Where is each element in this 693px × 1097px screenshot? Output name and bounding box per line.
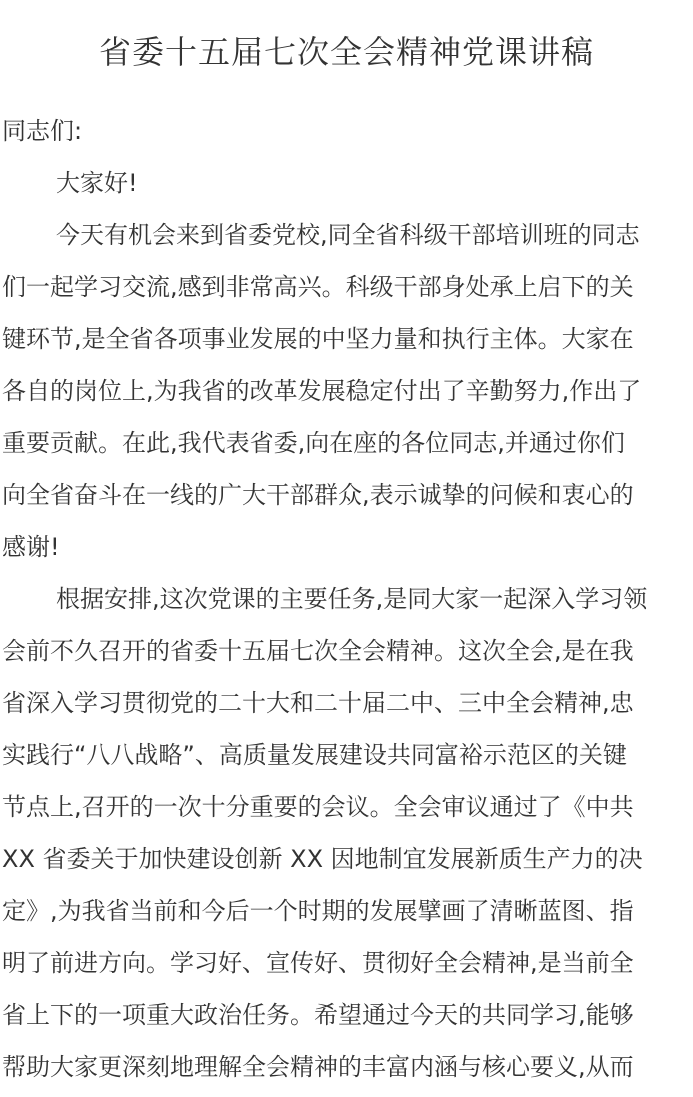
paragraph-line: 今天有机会来到省委党校,同全省科级干部培训班的同志 (56, 221, 640, 249)
salutation-line: 同志们: (2, 117, 83, 145)
paragraph-line: 向全省奋斗在一线的广大干部群众,表示诚挚的问候和衷心的 (2, 481, 634, 509)
paragraph-line: 各自的岗位上,为我省的改革发展稳定付出了辛勤努力,作出了 (2, 377, 642, 405)
greeting-line: 大家好! (56, 169, 138, 197)
paragraph-line: XX 省委关于加快建设创新 XX 因地制宜发展新质生产力的决 (2, 845, 643, 873)
paragraph-line: 们一起学习交流,感到非常高兴。科级干部身处承上启下的关 (2, 273, 634, 301)
paragraph-line: 省上下的一项重大政治任务。希望通过今天的共同学习,能够 (2, 1001, 634, 1029)
paragraph-line: 感谢! (2, 533, 60, 561)
paragraph-line: 会前不久召开的省委十五届七次全会精神。这次全会,是在我 (2, 637, 634, 665)
paragraph-line: 键环节,是全省各项事业发展的中坚力量和执行主体。大家在 (2, 325, 634, 353)
paragraph-line: 省深入学习贯彻党的二十大和二十届二中、三中全会精神,忠 (2, 689, 634, 717)
paragraph-line: 根据安排,这次党课的主要任务,是同大家一起深入学习领 (56, 585, 648, 613)
paragraph-line: 帮助大家更深刻地理解全会精神的丰富内涵与核心要义,从而 (2, 1053, 634, 1081)
paragraph-line: 定》,为我省当前和今后一个时期的发展擘画了清晰蓝图、指 (2, 897, 634, 925)
document-title: 省委十五届七次全会精神党课讲稿 (98, 33, 594, 71)
paragraph-line: 实践行“八八战略”、高质量发展建设共同富裕示范区的关键 (2, 741, 627, 769)
paragraph-line: 明了前进方向。学习好、宣传好、贯彻好全会精神,是当前全 (2, 949, 634, 977)
paragraph-line: 节点上,召开的一次十分重要的会议。全会审议通过了《中共 (2, 793, 634, 821)
paragraph-line: 重要贡献。在此,我代表省委,向在座的各位同志,并通过你们 (2, 429, 625, 457)
